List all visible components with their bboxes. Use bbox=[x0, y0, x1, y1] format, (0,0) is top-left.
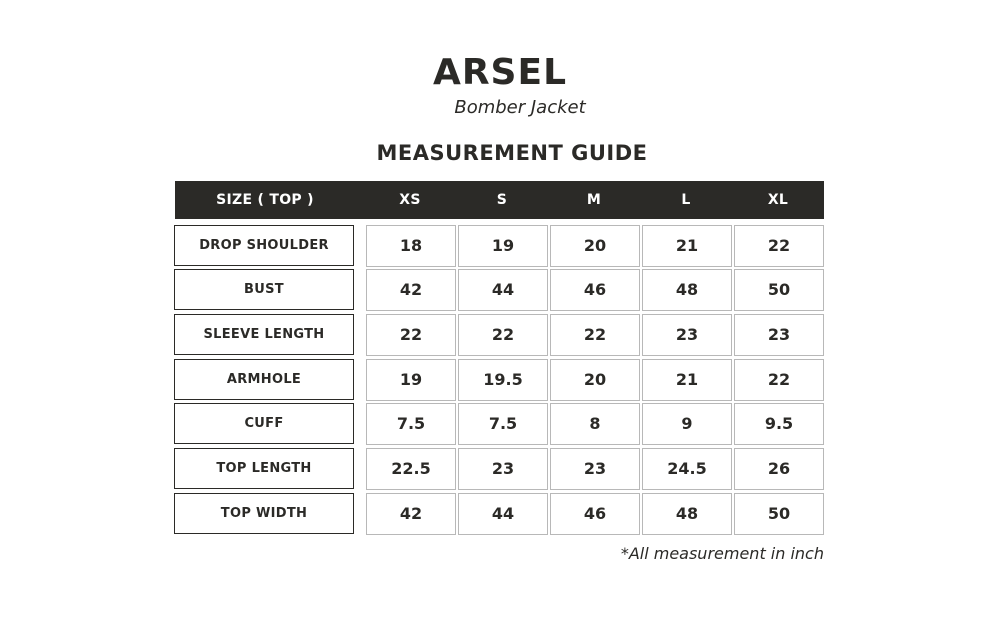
row-label: ARMHOLE bbox=[174, 359, 354, 400]
value-cell: 18 bbox=[366, 225, 456, 267]
row-label: CUFF bbox=[174, 403, 354, 444]
value-cell: 23 bbox=[734, 314, 824, 356]
table-row bbox=[0, 269, 1000, 311]
row-label: BUST bbox=[174, 269, 354, 310]
value-cell: 48 bbox=[642, 269, 732, 311]
value-cell: 42 bbox=[366, 269, 456, 311]
guide-title: MEASUREMENT GUIDE bbox=[376, 141, 648, 165]
row-label: SLEEVE LENGTH bbox=[174, 314, 354, 355]
row-label: TOP WIDTH bbox=[174, 493, 354, 534]
table-row bbox=[0, 225, 1000, 267]
value-cell: 50 bbox=[734, 493, 824, 535]
row-label: DROP SHOULDER bbox=[174, 225, 354, 266]
value-cell: 23 bbox=[458, 448, 548, 490]
value-cell: 26 bbox=[734, 448, 824, 490]
value-cell: 19 bbox=[366, 359, 456, 401]
table-header bbox=[175, 181, 824, 219]
header-size-label: SIZE ( TOP ) bbox=[216, 192, 314, 208]
value-cell: 19.5 bbox=[458, 359, 548, 401]
value-cell: 22 bbox=[366, 314, 456, 356]
value-cell: 24.5 bbox=[642, 448, 732, 490]
value-cell: 46 bbox=[550, 493, 640, 535]
value-cell: 44 bbox=[458, 269, 548, 311]
value-cell: 23 bbox=[642, 314, 732, 356]
table-row bbox=[0, 314, 1000, 356]
value-cell: 20 bbox=[550, 359, 640, 401]
value-cell: 48 bbox=[642, 493, 732, 535]
header-size-xl: XL bbox=[767, 192, 789, 208]
table-row bbox=[0, 493, 1000, 535]
value-cell: 44 bbox=[458, 493, 548, 535]
measurement-unit-note: *All measurement in inch bbox=[620, 544, 824, 563]
value-cell: 9 bbox=[642, 403, 732, 445]
row-label: TOP LENGTH bbox=[174, 448, 354, 489]
value-cell: 7.5 bbox=[366, 403, 456, 445]
product-name: Bomber Jacket bbox=[454, 97, 586, 118]
value-cell: 46 bbox=[550, 269, 640, 311]
value-cell: 22.5 bbox=[366, 448, 456, 490]
table-row bbox=[0, 359, 1000, 401]
value-cell: 20 bbox=[550, 225, 640, 267]
value-cell: 50 bbox=[734, 269, 824, 311]
value-cell: 21 bbox=[642, 359, 732, 401]
value-cell: 22 bbox=[734, 359, 824, 401]
table-row bbox=[0, 403, 1000, 445]
value-cell: 42 bbox=[366, 493, 456, 535]
value-cell: 23 bbox=[550, 448, 640, 490]
header-size-s: S bbox=[496, 192, 508, 208]
value-cell: 19 bbox=[458, 225, 548, 267]
brand-name: ARSEL bbox=[432, 52, 568, 93]
value-cell: 22 bbox=[458, 314, 548, 356]
value-cell: 9.5 bbox=[734, 403, 824, 445]
table-row bbox=[0, 448, 1000, 490]
header-size-l: L bbox=[681, 192, 691, 208]
value-cell: 22 bbox=[550, 314, 640, 356]
value-cell: 21 bbox=[642, 225, 732, 267]
value-cell: 7.5 bbox=[458, 403, 548, 445]
value-cell: 8 bbox=[550, 403, 640, 445]
header-size-m: M bbox=[586, 192, 602, 208]
value-cell: 22 bbox=[734, 225, 824, 267]
header-size-xs: XS bbox=[399, 192, 421, 208]
